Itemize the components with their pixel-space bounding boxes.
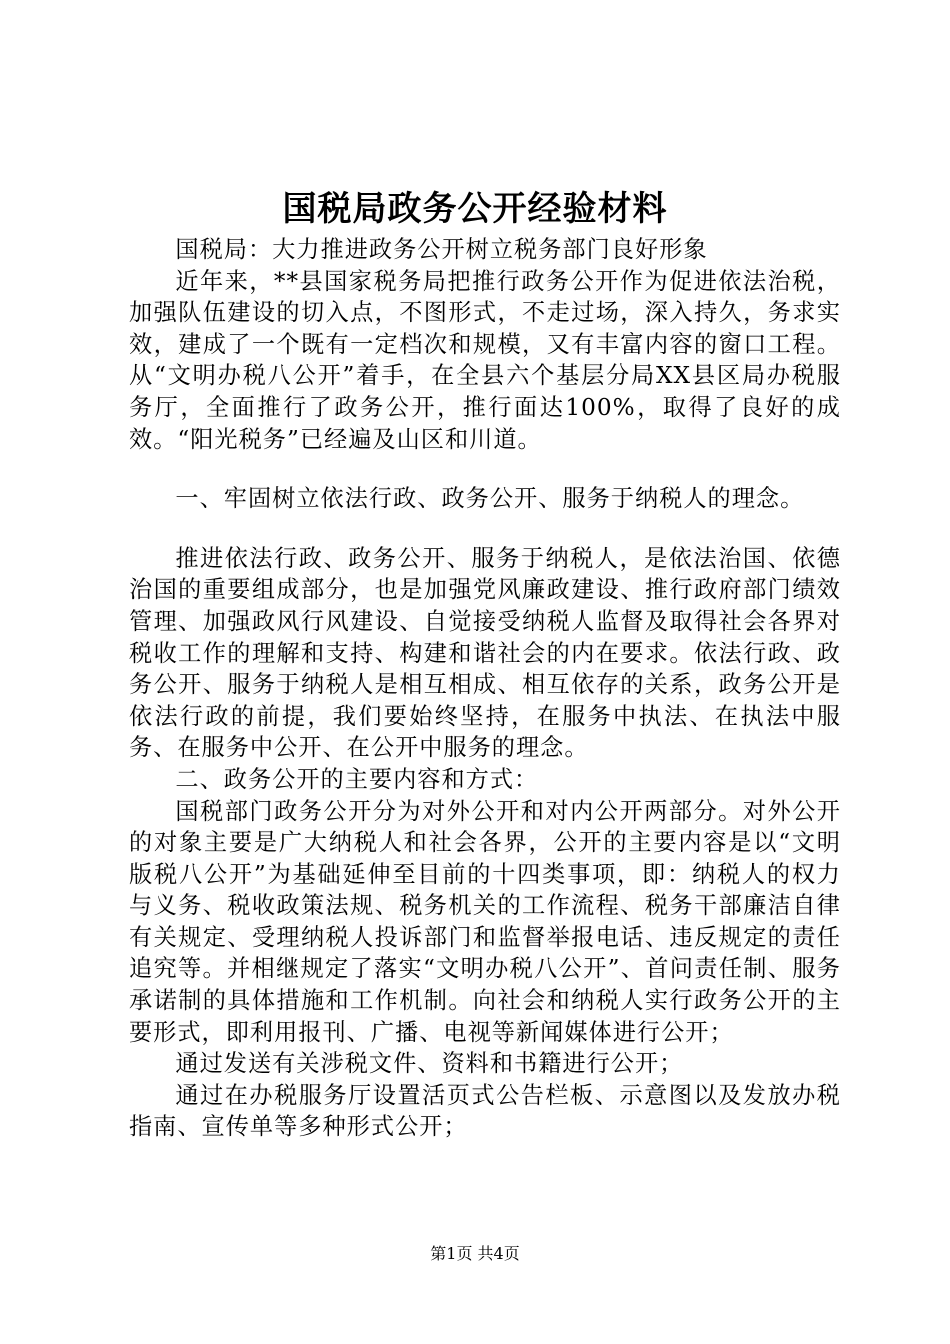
document-title: 国税局政务公开经验材料 [282, 189, 668, 229]
section-1-paragraph: 推进依法行政、政务公开、服务于纳税人，是依法治国、依德治国的重要组成部分，也是加强党风廉政建设、推行政府部门绩效管理、加强政风行风建设、自觉接受纳税人监督及取得社会各界对税收工作的理解和支持、构建和谐社会的内在要求。依法行政、政务公开、服务于纳税人是相互相成、相互依存的关系，政务公开是依法行政的前提，我们要始终坚持，在服务中执法、在执法中服务、在服务中公开、在公开中服务的理念。 [129, 544, 841, 762]
section-heading-2: 二、政务公开的主要内容和方式： [175, 765, 539, 793]
publication-method-paragraph: 通过发送有关涉税文件、资料和书籍进行公开； [175, 1050, 684, 1078]
service-hall-paragraph: 通过在办税服务厅设置活页式公告栏板、示意图以及发放办税指南、宣传单等多种形式公开； [129, 1081, 841, 1141]
page-footer: 第1页 共4页 [430, 1244, 520, 1263]
intro-paragraph: 近年来，**县国家税务局把推行政务公开作为促进依法治税，加强队伍建设的切入点，不图形式，不走过场，深入持久，务求实效，建成了一个既有一定档次和规模，又有丰富内容的窗口工程。从“文明办税八公开”着手，在全县六个基层分局XX县区局办税服务厅，全面推行了政务公开，推行面达100%，取得了良好的成效。“阳光税务”已经遍及山区和川道。 [129, 267, 841, 453]
section-2-paragraph: 国税部门政务公开分为对外公开和对内公开两部分。对外公开的对象主要是广大纳税人和社会各界，公开的主要内容是以“文明版税八公开”为基础延伸至目前的十四类事项，即：纳税人的权力与义务、税收政策法规、税务机关的工作流程、税务干部廉洁自律有关规定、受理纳税人投诉部门和监督举报电话、违反规定的责任追究等。并相继规定了落实“文明办税八公开”、首问责任制、服务承诺制的具体措施和工作机制。向社会和纳税人实行政务公开的主要形式，即利用报刊、广播、电视等新闻媒体进行公开； [129, 797, 841, 1046]
document-body [129, 234, 841, 1143]
subtitle-paragraph: 国税局：大力推进政务公开树立税务部门良好形象 [175, 236, 708, 263]
section-heading-1: 一、牢固树立依法行政、政务公开、服务于纳税人的理念。 [175, 485, 805, 513]
